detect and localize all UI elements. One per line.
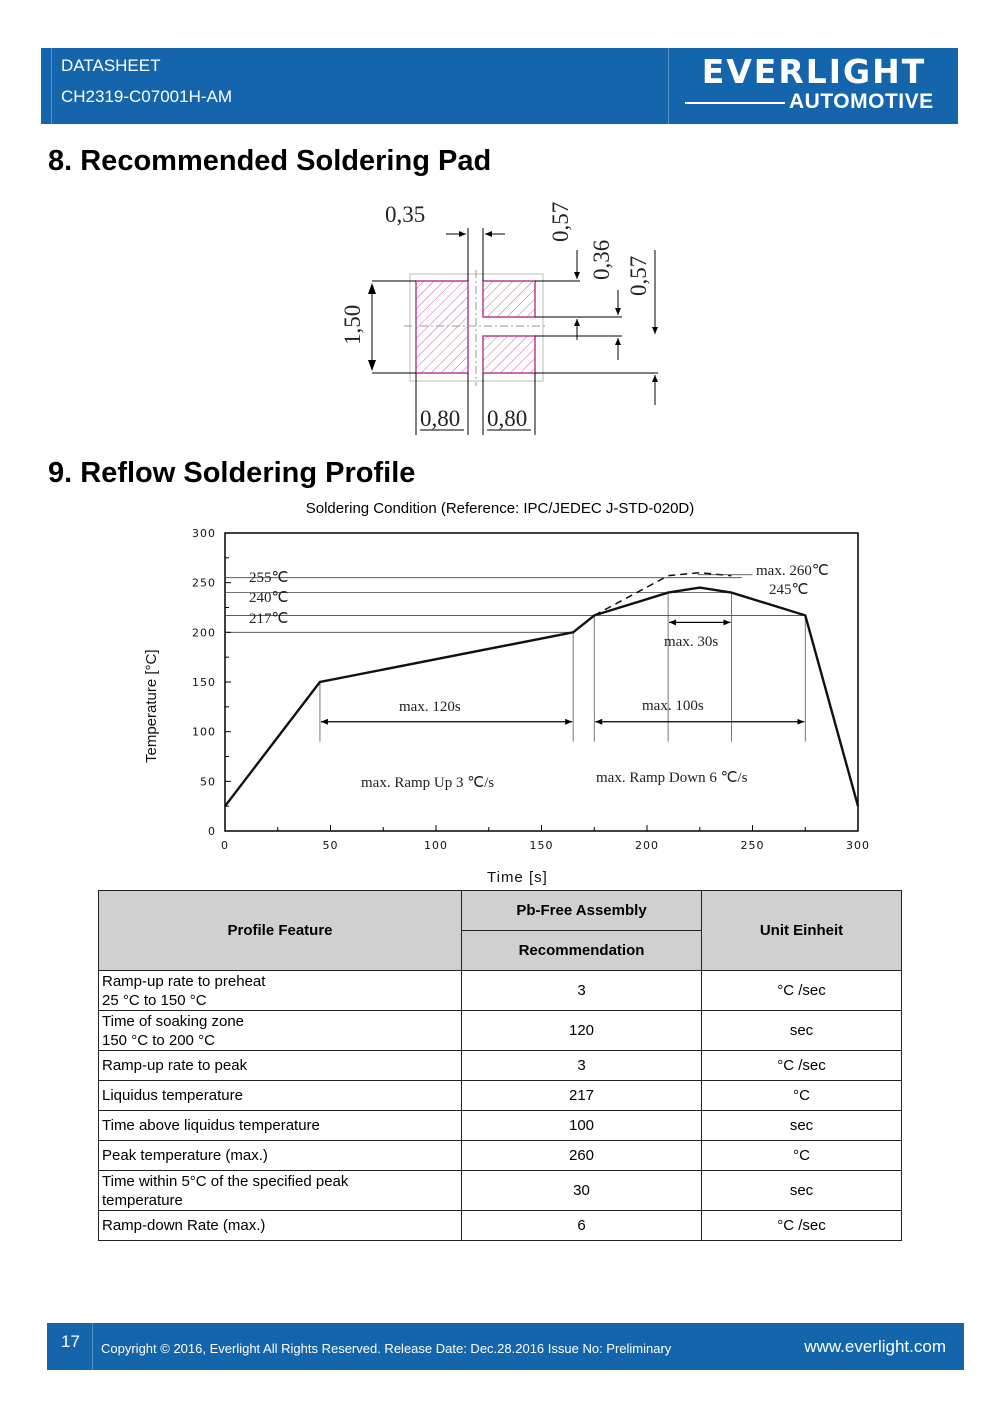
row-feature: Ramp-up rate to peak: [99, 1051, 462, 1081]
table-row: [99, 1011, 902, 1051]
x-tick-label: 100: [424, 839, 448, 852]
table-row: [99, 1081, 902, 1111]
row-value: 120: [462, 1011, 702, 1051]
row-unit: °C: [702, 1081, 902, 1111]
reflow-spec-table: [98, 890, 902, 1241]
row-unit: sec: [702, 1111, 902, 1141]
label-ramp-up: max. Ramp Up 3 ℃/s: [361, 775, 495, 791]
soldering-pad-drawing: [0, 190, 1000, 450]
row-unit: °C /sec: [702, 1051, 902, 1081]
col-header-feature: Profile Feature: [99, 891, 462, 971]
header-divider: [668, 48, 669, 124]
row-value: 30: [462, 1171, 702, 1211]
y-tick-label: 250: [192, 576, 216, 590]
row-feature: Time of soaking zone 150 °C to 200 °C: [99, 1011, 462, 1051]
everlight-logo: EVERLIGHT: [701, 52, 927, 91]
row-unit: °C /sec: [702, 971, 902, 1011]
x-axis-label: Time [s]: [487, 869, 548, 886]
row-unit: sec: [702, 1011, 902, 1051]
row-value: 100: [462, 1111, 702, 1141]
row-value: 260: [462, 1141, 702, 1171]
x-tick-label: 150: [529, 839, 554, 852]
footer-divider: [92, 1323, 93, 1370]
col-header-pbfree: Pb-Free Assembly: [462, 891, 702, 931]
pad-right-top: [483, 281, 535, 317]
y-axis-label: Temperature [°C]: [143, 649, 160, 763]
logo-rule: [685, 102, 785, 104]
website-link[interactable]: www.everlight.com: [804, 1337, 946, 1356]
table-row: [99, 1111, 902, 1141]
table-row: [99, 1141, 902, 1171]
x-tick-label: 200: [635, 839, 659, 852]
label-240: 240℃: [249, 590, 289, 606]
label-255: 255℃: [249, 570, 289, 586]
row-unit: sec: [702, 1171, 902, 1211]
header-divider: [51, 48, 52, 124]
dim-total-height: 1,50: [340, 304, 365, 345]
logo-subtitle: AUTOMOTIVE: [789, 90, 934, 113]
x-tick-label: 300: [846, 839, 870, 852]
table-row: [99, 1171, 902, 1211]
y-tick-label: 200: [192, 626, 216, 640]
row-value: 3: [462, 1051, 702, 1081]
y-tick-label: 150: [192, 676, 216, 689]
part-number: CH2319-C07001H-AM: [61, 87, 233, 106]
x-tick-label: 50: [322, 839, 339, 852]
dim-pad-width-right: 0,80: [487, 406, 528, 431]
y-tick-label: 0: [208, 825, 216, 838]
y-tick-label: 100: [192, 725, 216, 739]
row-unit: °C /sec: [702, 1211, 902, 1241]
footer-banner: [47, 1323, 964, 1370]
label-245: 245℃: [769, 582, 809, 598]
copyright-text: Copyright © 2016, Everlight All Rights Reserved. Release Date: Dec.28.2016 Issue No: Preliminary: [101, 1341, 672, 1356]
row-feature: Ramp-down Rate (max.): [99, 1211, 462, 1241]
row-value: 3: [462, 971, 702, 1011]
dim-pad-width-left: 0,80: [420, 406, 461, 431]
col-header-unit: Unit Einheit: [702, 891, 902, 971]
header-banner: [41, 48, 958, 124]
table-row: [99, 1051, 902, 1081]
row-feature: Ramp-up rate to preheat 25 °C to 150 °C: [99, 971, 462, 1011]
row-feature: Peak temperature (max.): [99, 1141, 462, 1171]
row-unit: °C: [702, 1141, 902, 1171]
row-feature: Liquidus temperature: [99, 1081, 462, 1111]
label-max-100s: max. 100s: [642, 698, 704, 714]
label-max-260: max. 260℃: [756, 563, 829, 579]
label-max-120s: max. 120s: [399, 699, 461, 715]
row-value: 217: [462, 1081, 702, 1111]
reflow-profile-chart: [0, 520, 1000, 890]
row-value: 6: [462, 1211, 702, 1241]
row-feature: Time within 5°C of the specified peak temperature: [99, 1171, 462, 1211]
y-tick-label: 50: [200, 775, 216, 789]
dim-pad-height-top: 0,57: [548, 201, 573, 242]
pad-right-bottom: [483, 336, 535, 373]
x-tick-label: 0: [221, 839, 229, 852]
y-tick-label: 300: [192, 527, 216, 540]
dim-gap-width: 0,35: [385, 202, 426, 227]
doc-type-label: DATASHEET: [61, 56, 161, 75]
row-feature: Time above liquidus temperature: [99, 1111, 462, 1141]
page-number: 17: [61, 1332, 80, 1351]
chart-caption: Soldering Condition (Reference: IPC/JEDEC J-STD-020D): [305, 500, 695, 517]
label-ramp-down: max. Ramp Down 6 ℃/s: [596, 770, 748, 786]
table-row: [99, 1211, 902, 1241]
dim-pad-height-bottom: 0,57: [626, 255, 651, 296]
section-8-title: 8. Recommended Soldering Pad: [48, 145, 492, 177]
dim-pad-gap-vertical: 0,36: [589, 239, 614, 280]
x-tick-label: 250: [740, 839, 765, 852]
table-row: [99, 971, 902, 1011]
col-header-recommendation: Recommendation: [462, 931, 702, 971]
section-9-title: 9. Reflow Soldering Profile: [48, 457, 416, 489]
label-217: 217℃: [249, 611, 289, 627]
pad-left: [416, 281, 468, 373]
label-max-30s: max. 30s: [664, 634, 719, 650]
